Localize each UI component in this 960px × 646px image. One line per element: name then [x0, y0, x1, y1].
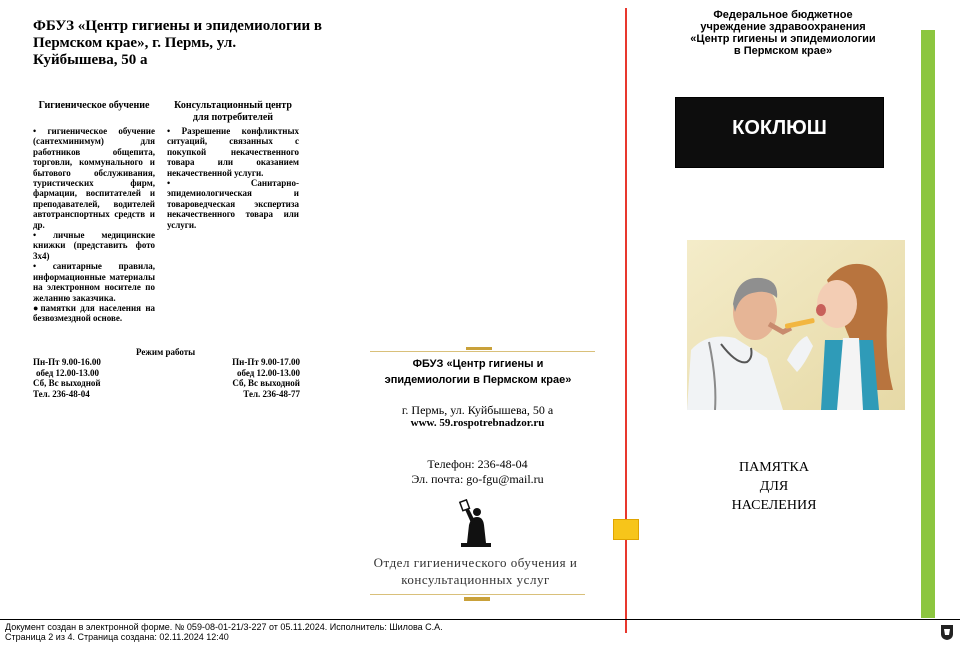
schedule-line: Сб, Вс выходной [33, 378, 101, 388]
list-item: ●памятки для населения на безвозмездной основе. [33, 302, 155, 324]
list-item: • гигиеническое обучение (сантехминимум) для работников общепита, торговли, коммунального и бытового обслуживания, туристических фирм, фармации, воспитателей и преподавателей, водителей автотранспортных средств и др. [33, 126, 155, 230]
gold-accent-bottom [464, 597, 490, 601]
memo-line: ПАМЯТКА [738, 460, 809, 475]
footer-line: Страница 2 из 4. Страница создана: 02.11.2024 12:40 [5, 632, 229, 642]
divider [370, 594, 585, 595]
footer-line: Документ создан в электронной форме. № 059-08-01-21/3-227 от 05.11.2024. Исполнитель: Шилова С.А. [5, 622, 443, 632]
schedule-line: обед 12.00-13.00 [36, 367, 100, 378]
disease-title-text: КОКЛЮШ [732, 117, 827, 139]
schedule-line: Пн-Пт 9.00-16.00 [33, 357, 101, 367]
list-item: • личные медицинские книжки (представить фото 3х4) [33, 230, 155, 261]
memo-line: НАСЕЛЕНИЯ [731, 498, 817, 513]
schedule-left [33, 357, 143, 399]
divider [370, 351, 595, 352]
right-org-title: Федеральное бюджетное учреждение здравоохранения «Центр гигиены и эпидемиологии в Пермском крае» [690, 9, 876, 57]
schedule-line: Сб, Вс выходной [232, 378, 300, 388]
hygiene-training-heading: Гигиеническое обучение [38, 100, 150, 111]
green-stripe [921, 30, 935, 618]
list-item: • Санитарно-эпидемиологическая и товароведческая экспертиза некачественного товара или услуги. [167, 178, 299, 230]
consult-center-column [167, 100, 299, 230]
center-address: г. Пермь, ул. Куйбышева, 50 а [401, 403, 554, 417]
center-website: www. 59.rospotrebnadzor.ru [410, 417, 545, 429]
center-phone: Телефон: 236-48-04 [427, 457, 528, 471]
memo-label [700, 458, 848, 515]
footer-rule [0, 619, 960, 620]
list-item: • Разрешение конфликтных ситуаций, связанных с покупкой некачественного товара или оказанием некачественной услуги. [167, 126, 299, 178]
schedule-right [200, 357, 300, 399]
list-item: • санитарные правила, информационные материалы на электронном носителе по желанию заказчика. [33, 261, 155, 303]
disease-title [675, 97, 884, 168]
center-org-title: ФБУЗ «Центр гигиены и эпидемиологии в Пермском крае» [384, 358, 572, 386]
schedule-line: Пн-Пт 9.00-17.00 [232, 357, 300, 367]
schedule-line: обед 12.00-13.00 [236, 367, 300, 378]
doctor-photo [687, 240, 905, 410]
left-org-title: ФБУЗ «Центр гигиены и эпидемиологии в Пермском крае», г. Пермь, ул. Куйбышева, 50 а [33, 18, 322, 68]
schedule-line: Тел. 236-48-04 [33, 388, 90, 399]
schedule-title: Режим работы [136, 347, 196, 357]
statue-logo-icon [455, 499, 495, 549]
hygiene-training-column [33, 100, 155, 324]
memo-line: ДЛЯ [759, 479, 789, 494]
center-department: Отдел гигиенического обучения и консультационных услуг [373, 555, 578, 587]
yellow-marker [613, 519, 639, 540]
consult-center-heading: Консультационный центр для потребителей [174, 100, 292, 123]
center-email: Эл. почта: go-fgu@mail.ru [411, 472, 544, 486]
footer-text [5, 622, 905, 642]
schedule-line: Тел. 236-48-77 [243, 388, 300, 399]
gold-accent-top [466, 347, 492, 350]
emblem-icon [939, 624, 955, 641]
